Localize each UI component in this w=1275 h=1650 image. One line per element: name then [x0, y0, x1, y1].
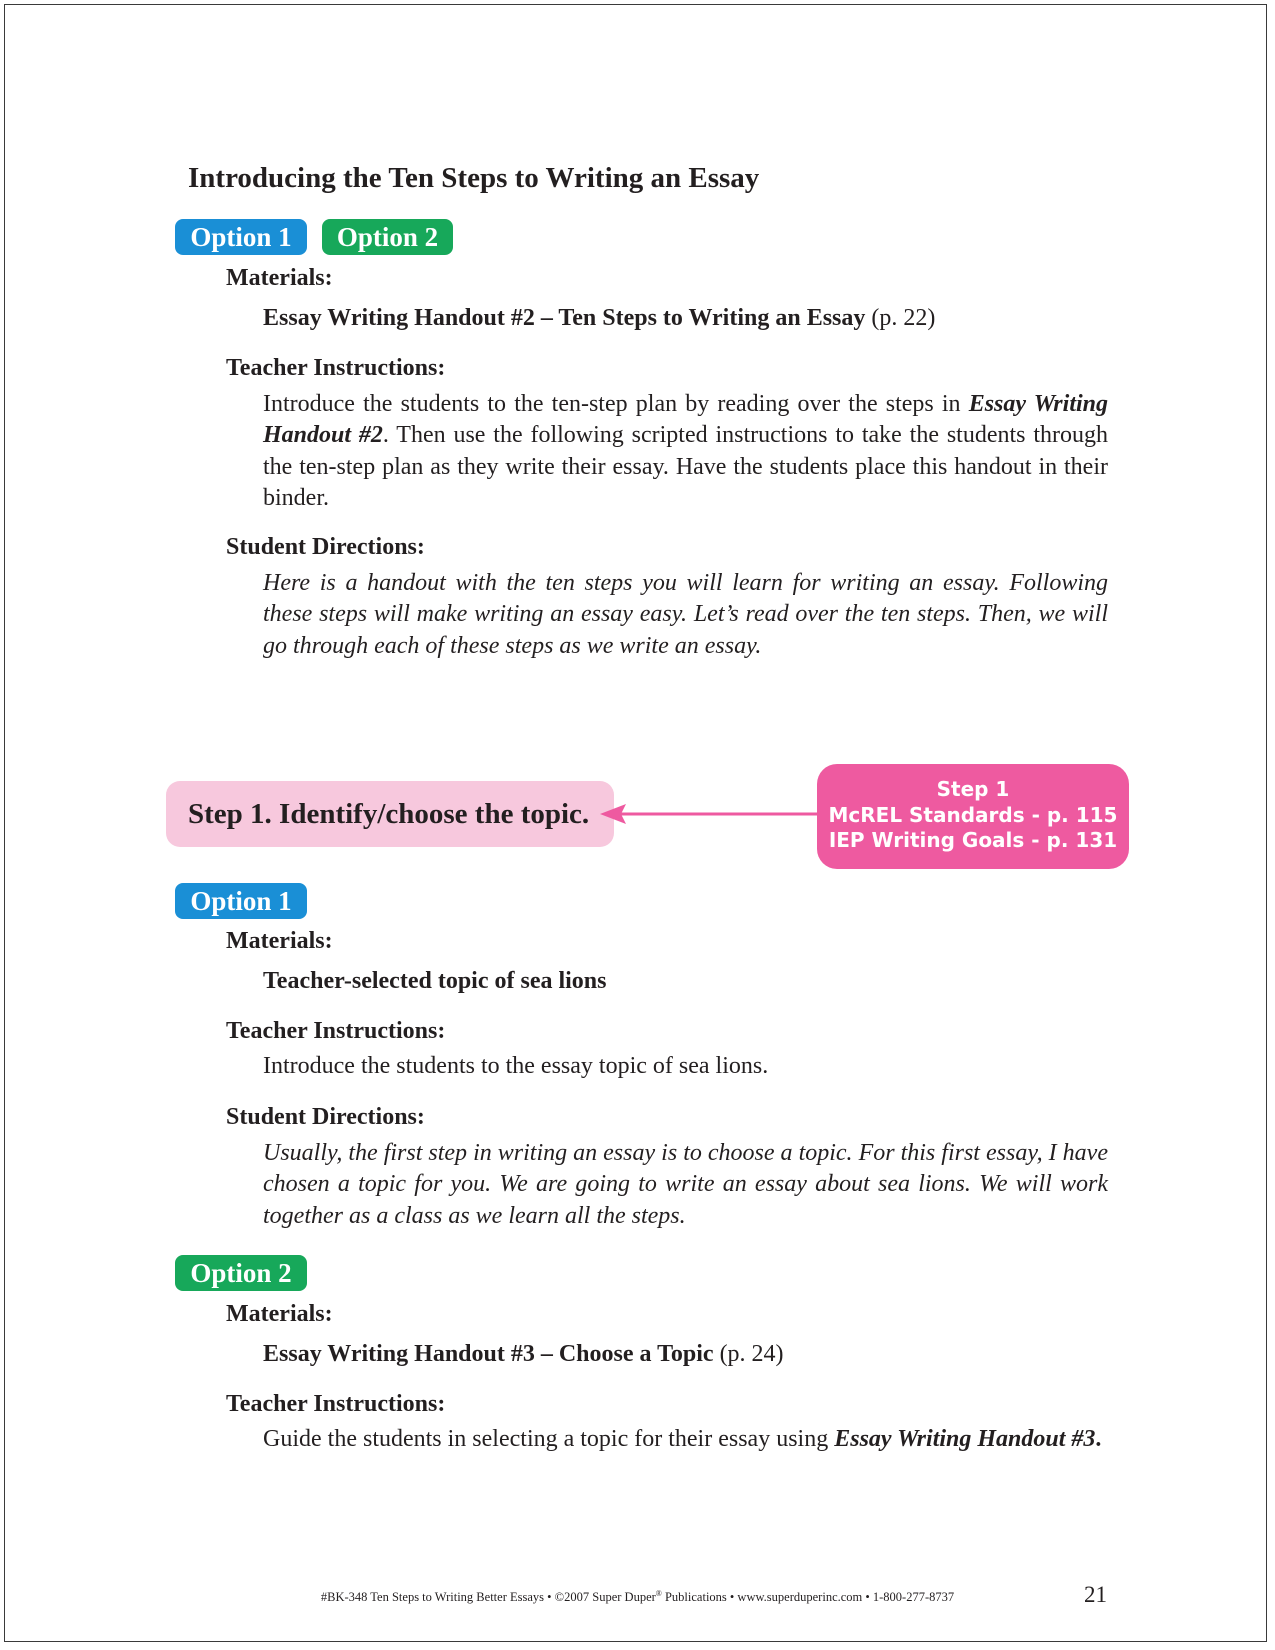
registered-mark: ®	[655, 1589, 662, 1598]
page-title: Introducing the Ten Steps to Writing an Essay	[188, 162, 760, 194]
materials-label: Materials:	[226, 928, 333, 954]
materials-page: (p. 24)	[713, 1341, 784, 1367]
callout-iep-goals: IEP Writing Goals - p. 131	[828, 828, 1118, 852]
student-directions-label: Student Directions:	[226, 1104, 425, 1130]
materials-page: (p. 22)	[865, 305, 936, 331]
materials-item	[263, 1341, 784, 1368]
option-2-badge: Option 2	[322, 219, 453, 255]
student-directions-text: Usually, the first step in writing an essay is to choose a topic. For this first essay, I have chosen a topic for you. We are going to write an essay about sea lions. We will work together as a class as we learn all the steps.	[263, 1140, 1108, 1229]
teacher-instructions-label: Teacher Instructions:	[226, 355, 446, 381]
step-1-title-box	[166, 781, 614, 847]
teacher-instructions-label: Teacher Instructions:	[226, 1391, 446, 1417]
option-1-badge: Option 1	[175, 219, 307, 255]
teacher-instructions-label: Teacher Instructions:	[226, 1018, 446, 1044]
materials-item	[263, 305, 935, 332]
callout-step: Step 1	[936, 777, 1010, 801]
footer: #BK-348 Ten Steps to Writing Better Essays • ©2007 Super Duper® Publications • www.superduperinc.com • 1-800-277-8737	[320, 1589, 955, 1605]
student-directions-text: Here is a handout with the ten steps you will learn for writing an essay. Following these steps will make writing an essay easy. Let’s read over the ten steps. Then, we will go through each of these steps as we write an essay.	[263, 570, 1108, 659]
materials-label: Materials:	[226, 265, 333, 291]
materials-title: Essay Writing Handout #3 – Choose a Topic	[263, 1341, 714, 1367]
teacher-instructions-text: Guide the students in selecting a topic for their essay using Essay Writing Handout #3.	[263, 1426, 1102, 1452]
materials-label: Materials:	[226, 1301, 333, 1327]
materials-title: Essay Writing Handout #2 – Ten Steps to Writing an Essay	[263, 305, 866, 331]
handout-reference: Essay Writing Handout #2	[263, 391, 1109, 449]
callout-mcrel-standards: McREL Standards - p. 115	[828, 802, 1118, 827]
handout-reference: Essay Writing Handout #3	[834, 1426, 1096, 1452]
student-directions-label: Student Directions:	[226, 534, 425, 560]
step-1-option-2-badge: Option 2	[175, 1255, 307, 1291]
step-1-option-1-badge: Option 1	[175, 883, 307, 919]
teacher-instructions-text: Introduce the students to the essay topic of sea lions.	[263, 1053, 769, 1079]
teacher-instructions-text: Introduce the students to the ten-step plan by reading over the steps in Essay Writing Handout #2. Then use the following scripted instructions to take the students through the ten-step plan as they write their essay. Have the students place this handout in their binder.	[263, 391, 1109, 511]
step-1-title: Step 1. Identify/choose the topic.	[188, 798, 590, 830]
materials-title: Teacher-selected topic of sea lions	[263, 968, 607, 994]
arrow-connector	[600, 802, 822, 826]
standards-callout	[817, 764, 1129, 869]
page-number: 21	[1084, 1582, 1107, 1607]
